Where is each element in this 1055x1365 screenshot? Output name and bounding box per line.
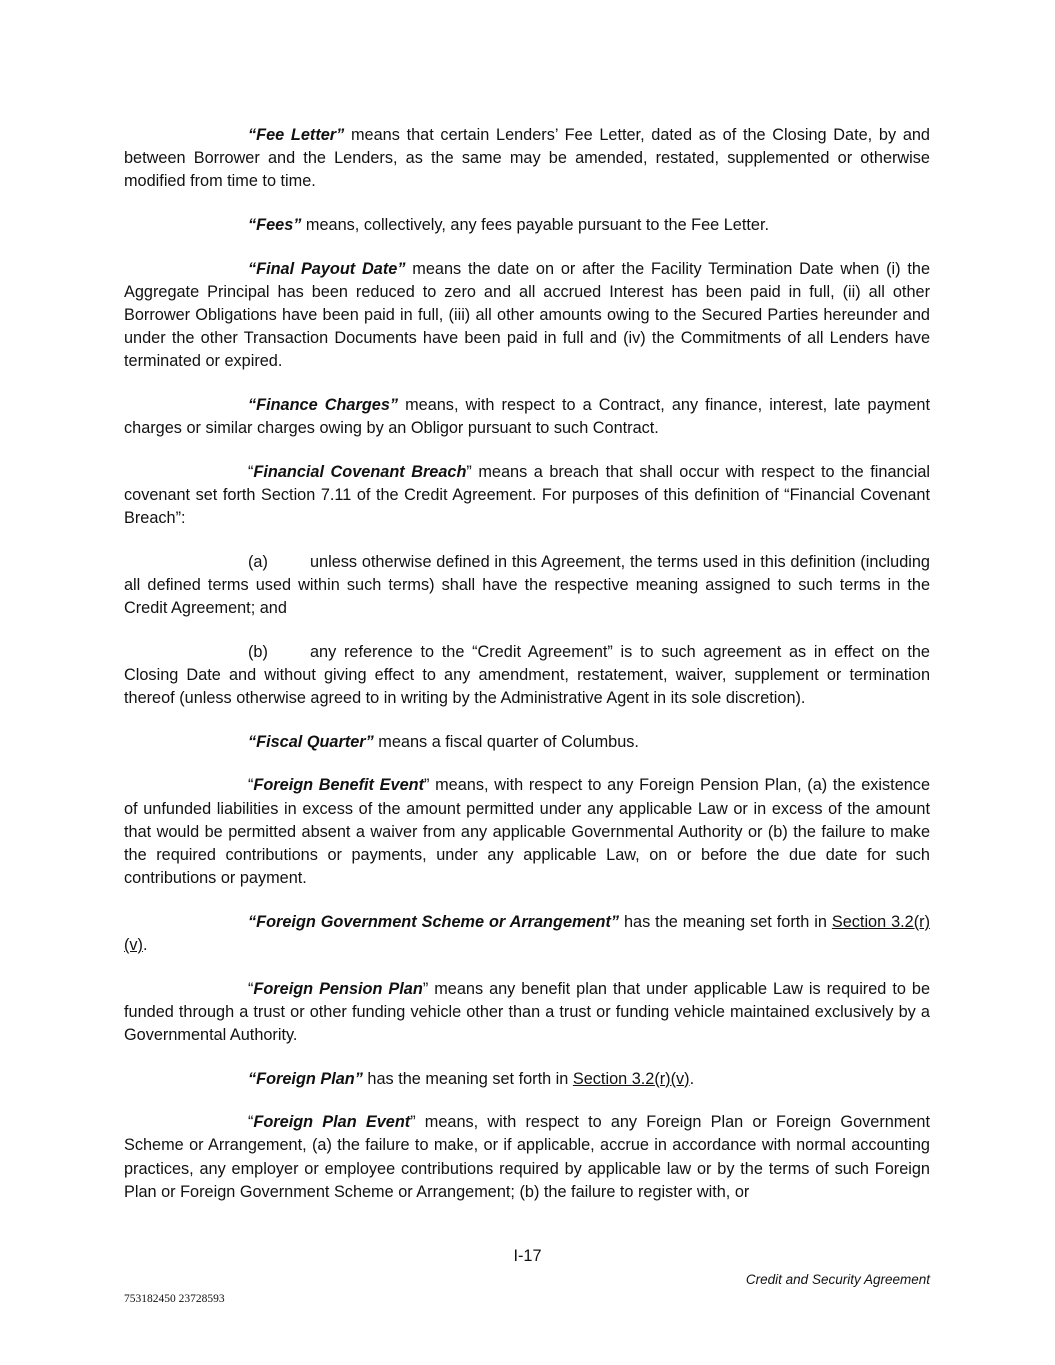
document-body	[124, 124, 930, 1224]
definition-text-end: .	[142, 936, 148, 954]
footer-document-title: Credit and Security Agreement	[745, 1272, 930, 1287]
subclause-a	[124, 551, 930, 621]
definition-text: means, collectively, any fees payable pursuant to the Fee Letter.	[301, 216, 770, 234]
defined-term: “Foreign Government Scheme or Arrangement”	[248, 912, 620, 931]
definition-text: ” means a breach that shall occur with respect to the financial covenant set forth Section 7.11 of the Credit Agreement. For purposes of this definition of “Financial Covenant Breach”:	[124, 462, 930, 528]
definition-text: means the date on or after the Facility Termination Date when (i) the Aggregate Principal has been reduced to zero and all accrued Interest has been paid in full, (ii) all other Borrower Obligations have been paid in full, (iii) all other amounts owing to the Secured Parties hereunder and under the other Transaction Documents have been paid in full and (iv) the Commitments of all Lenders have terminated or expired.	[124, 259, 930, 371]
definition-foreign-plan-event	[124, 1111, 930, 1204]
open-quote: “	[248, 462, 254, 481]
definition-text: means, with respect to a Contract, any finance, interest, late payment charges or similar charges owing by an Obligor pursuant to such Contract.	[124, 396, 930, 438]
defined-term: Foreign Benefit Event	[253, 776, 425, 795]
defined-term: “Fiscal Quarter”	[248, 732, 374, 751]
page-number: I-17	[513, 1247, 542, 1265]
subclause-label: (a)	[248, 552, 268, 571]
definition-fee-letter	[124, 124, 930, 194]
definition-finance-charges	[124, 394, 930, 440]
definition-text-end: .	[689, 1069, 695, 1088]
defined-term: “Fee Letter”	[248, 126, 345, 144]
open-quote: “	[248, 1113, 254, 1132]
open-quote: “	[248, 979, 254, 998]
subclause-text: unless otherwise defined in this Agreement, the terms used in this definition (including all defined terms used within such terms) shall have the respective meaning assigned to such terms in the Credit Agreement; and	[124, 552, 930, 618]
defined-term: Foreign Plan Event	[253, 1113, 411, 1132]
definition-fiscal-quarter	[124, 731, 930, 754]
defined-term: Financial Covenant Breach	[253, 462, 467, 481]
definition-text: means a fiscal quarter of Columbus.	[373, 732, 639, 751]
definition-financial-covenant-breach	[124, 461, 930, 531]
definition-foreign-government-scheme	[124, 911, 930, 957]
defined-term: “Fees”	[248, 216, 302, 234]
definition-foreign-plan	[124, 1068, 930, 1091]
definition-foreign-pension-plan	[124, 978, 930, 1048]
definition-foreign-benefit-event	[124, 774, 930, 890]
defined-term: Foreign Pension Plan	[253, 979, 423, 998]
section-reference-link[interactable]: Section 3.2(r)(v)	[572, 1069, 690, 1088]
section-reference-link[interactable]: Section 3.2(r)(v)	[124, 912, 930, 954]
definition-text: ” means any benefit plan that under applicable Law is required to be funded through a trust or other funding vehicle other than a trust or funding vehicle maintained exclusively by a Governmental Authority.	[124, 979, 930, 1044]
subclause-label: (b)	[248, 642, 268, 661]
footer-document-id: 753182450 23728593	[124, 1293, 225, 1305]
definition-text: means that certain Lenders’ Fee Letter, dated as of the Closing Date, by and between Borrower and the Lenders, as the same may be amended, restated, supplemented or otherwise modified from time to time.	[124, 126, 930, 191]
subclause-b	[124, 641, 930, 711]
definition-final-payout-date	[124, 258, 930, 374]
definition-fees	[124, 214, 930, 237]
defined-term: “Finance Charges”	[248, 396, 399, 414]
defined-term: “Final Payout Date”	[248, 259, 406, 278]
subclause-text: any reference to the “Credit Agreement” is to such agreement as in effect on the Closing Date and without giving effect to any amendment, restatement, waiver, supplement or termination thereof (unless otherwise agreed to in writing by the Administrative Agent in its sole discretion).	[124, 642, 930, 708]
definition-text: ” means, with respect to any Foreign Plan or Foreign Government Scheme or Arrangement, (a) the failure to make, or if applicable, accrue in accordance with normal accounting practices, any employer or employee contributions required by applicable law or by the terms of such Foreign Plan or Foreign Government Scheme or Arrangement; (b) the failure to register with, or	[124, 1113, 931, 1201]
definition-text: ” means, with respect to any Foreign Pension Plan, (a) the existence of unfunded liabilities in excess of the amount permitted under any applicable Law or in excess of the amount that would be permitted absent a waiver from any applicable Governmental Authority or (b) the failure to make the required contributions or payments, under any applicable Law, on or before the due date for such contributions or payment.	[124, 776, 930, 888]
definition-text: has the meaning set forth in	[362, 1069, 573, 1088]
definition-text: has the meaning set forth in	[619, 912, 832, 931]
open-quote: “	[248, 776, 254, 795]
defined-term: “Foreign Plan”	[248, 1069, 363, 1088]
